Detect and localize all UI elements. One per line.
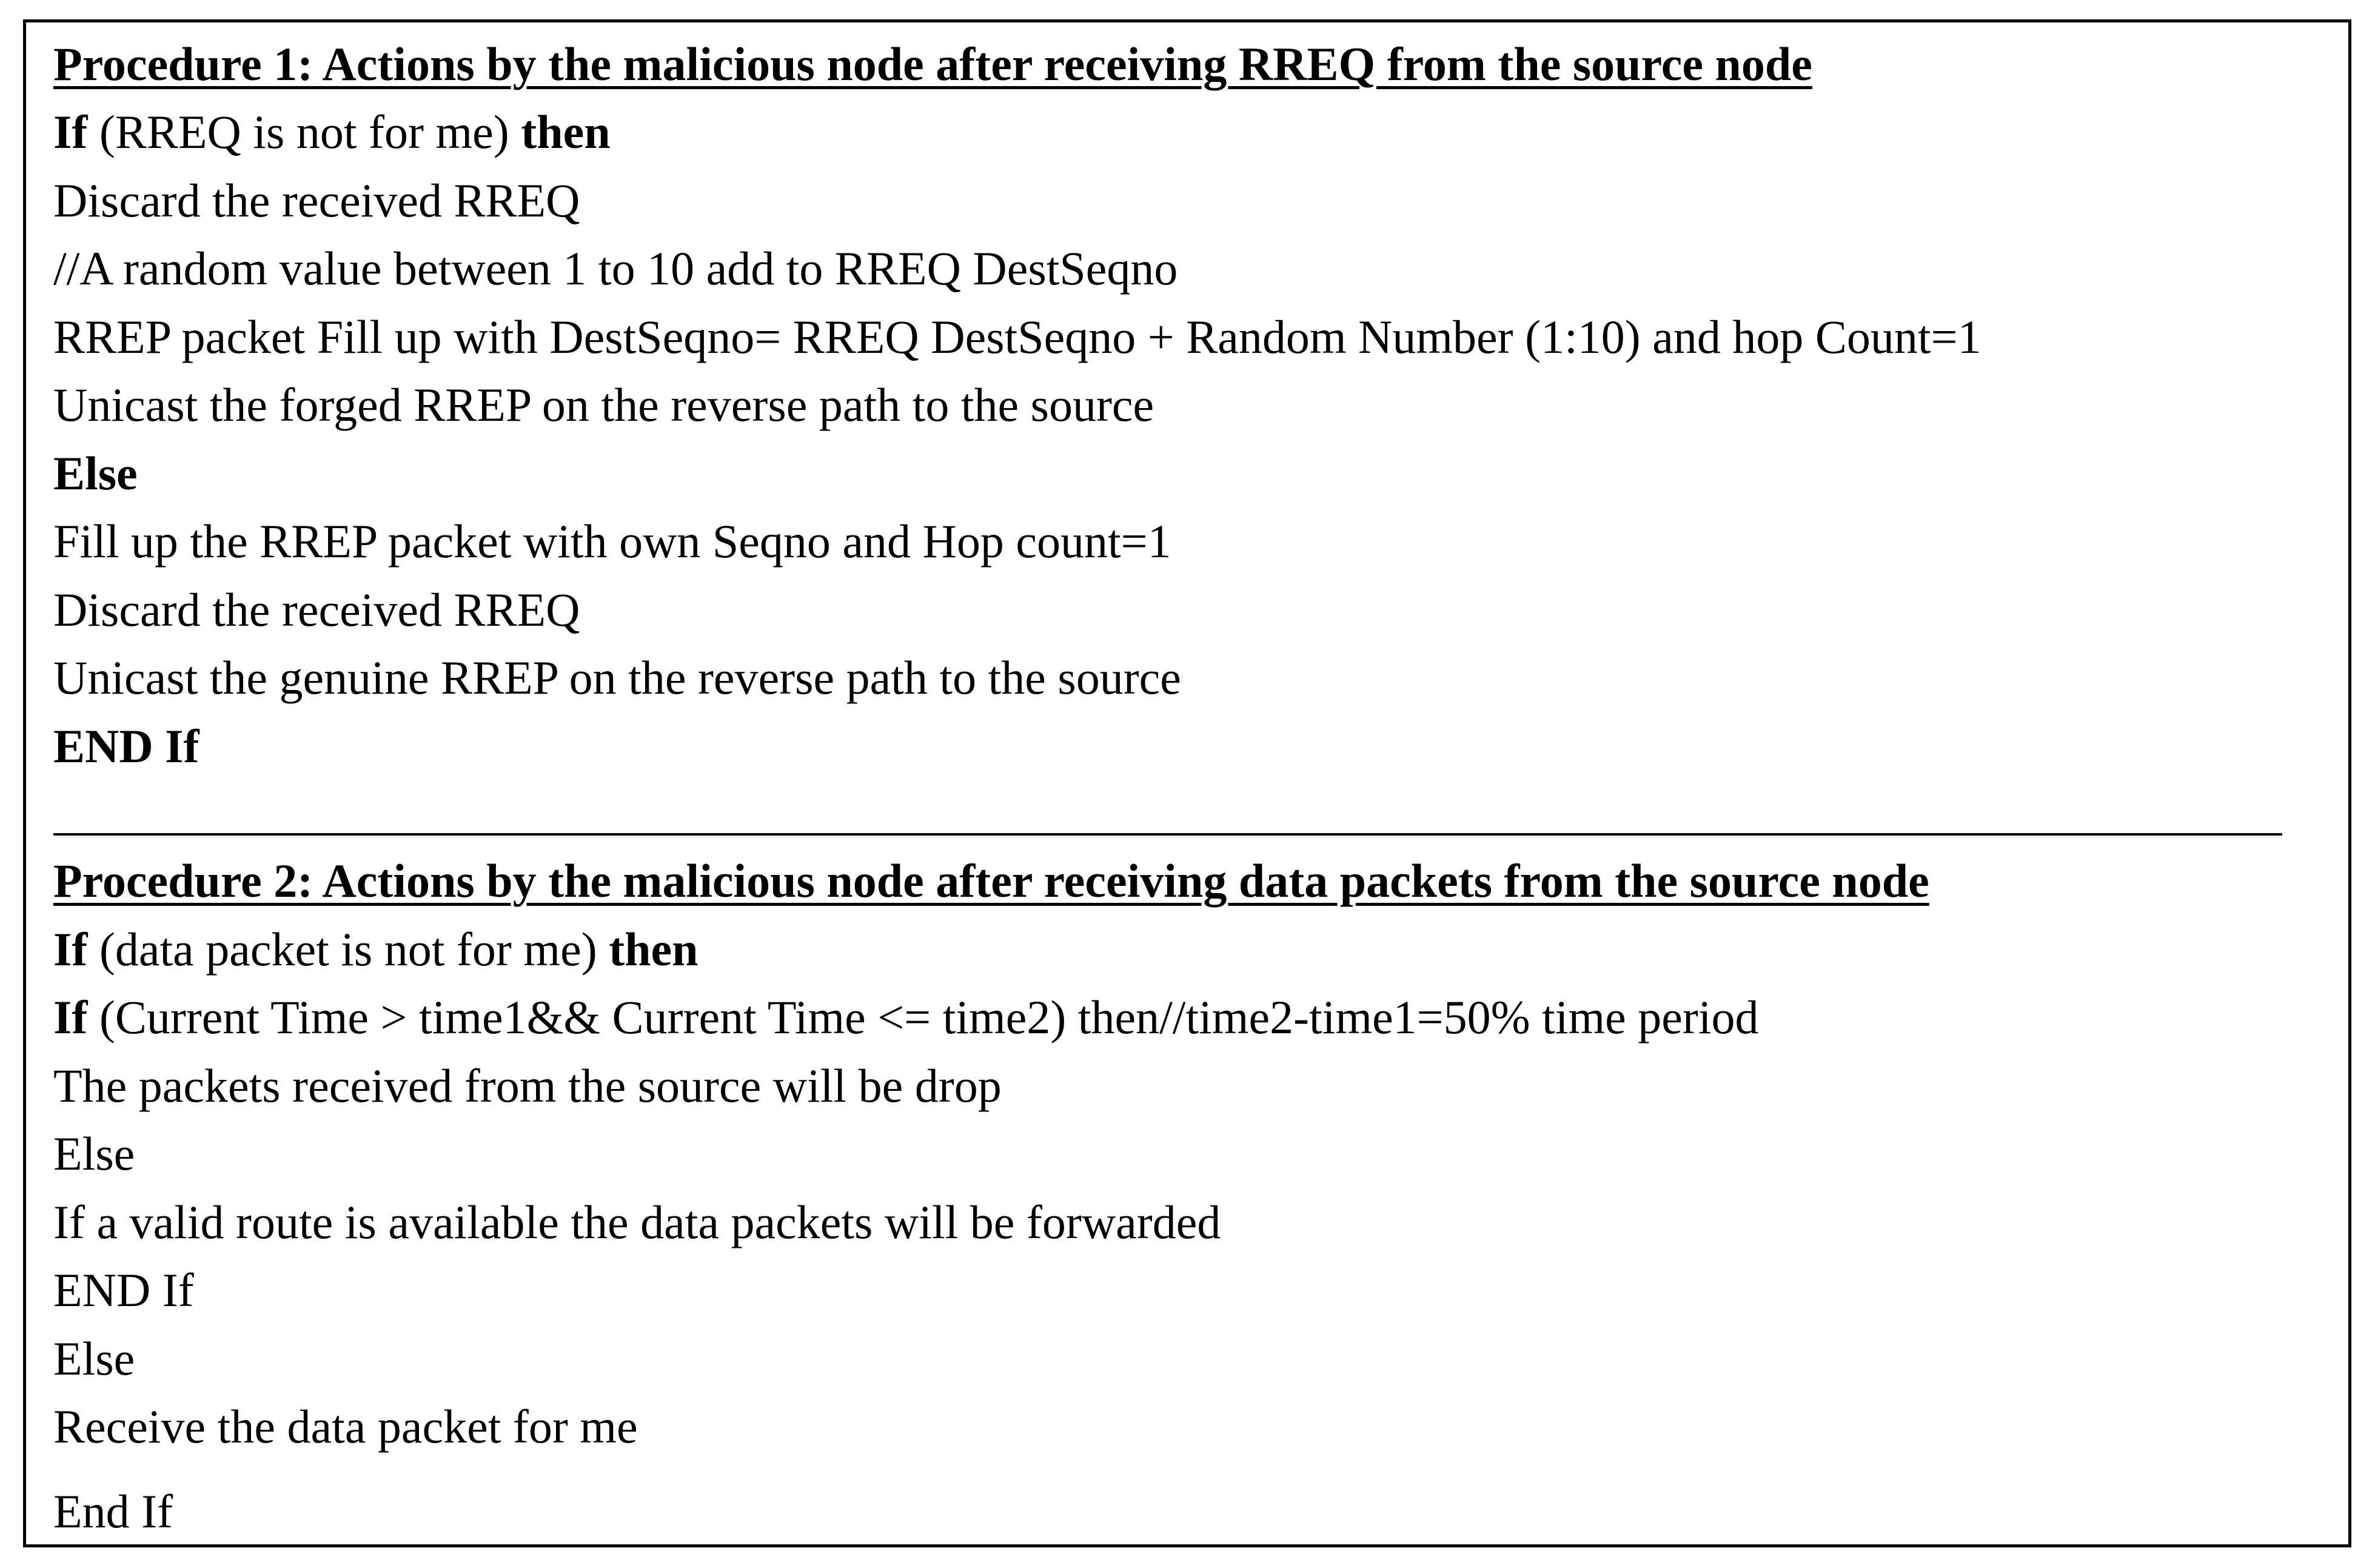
procedure1-line-7: Fill up the RREP packet with own Seqno and Hop count=1 — [53, 515, 1171, 568]
procedure2-line-8: Receive the data packet for me — [53, 1400, 638, 1453]
procedure2-line-4: Else — [53, 1127, 135, 1180]
procedure1-line-9: Unicast the genuine RREP on the reverse path to the source — [53, 651, 1181, 704]
procedure1-line-3: //A random value between 1 to 10 add to RREQ DestSeqno — [53, 242, 1178, 295]
procedure2-heading: Procedure 2: Actions by the malicious node after receiving data packets from the source node — [53, 854, 1929, 907]
procedure1-line-2: Discard the received RREQ — [53, 174, 580, 227]
procedure2-line-7: Else — [53, 1332, 135, 1385]
procedure1-heading: Procedure 1: Actions by the malicious node after receiving RREQ from the source node — [53, 38, 1812, 90]
section-divider — [53, 833, 2282, 836]
procedure1-line-8: Discard the received RREQ — [53, 583, 580, 636]
procedure1-line-6: Else — [53, 447, 138, 500]
procedure2-line-6: END If — [53, 1264, 194, 1316]
procedure2-line-5: If a valid route is available the data packets will be forwarded — [53, 1196, 1221, 1248]
procedure1-line-4: RREP packet Fill up with DestSeqno= RREQ DestSeqno + Random Number (1:10) and hop Count=1 — [53, 310, 1981, 363]
procedure1-line-5: Unicast the forged RREP on the reverse path to the source — [53, 378, 1154, 431]
procedure1-line-10: END If — [53, 720, 199, 772]
procedure2-line-2: If (Current Time > time1&& Current Time <= time2) then//time2-time1=50% time period — [53, 991, 1759, 1044]
procedure2-line-1: If (data packet is not for me) then — [53, 923, 698, 976]
procedure1-line-1: If (RREQ is not for me) then — [53, 106, 611, 158]
procedure2-line-9: End If — [53, 1485, 173, 1538]
procedure2-line-3: The packets received from the source will be drop — [53, 1059, 1002, 1112]
